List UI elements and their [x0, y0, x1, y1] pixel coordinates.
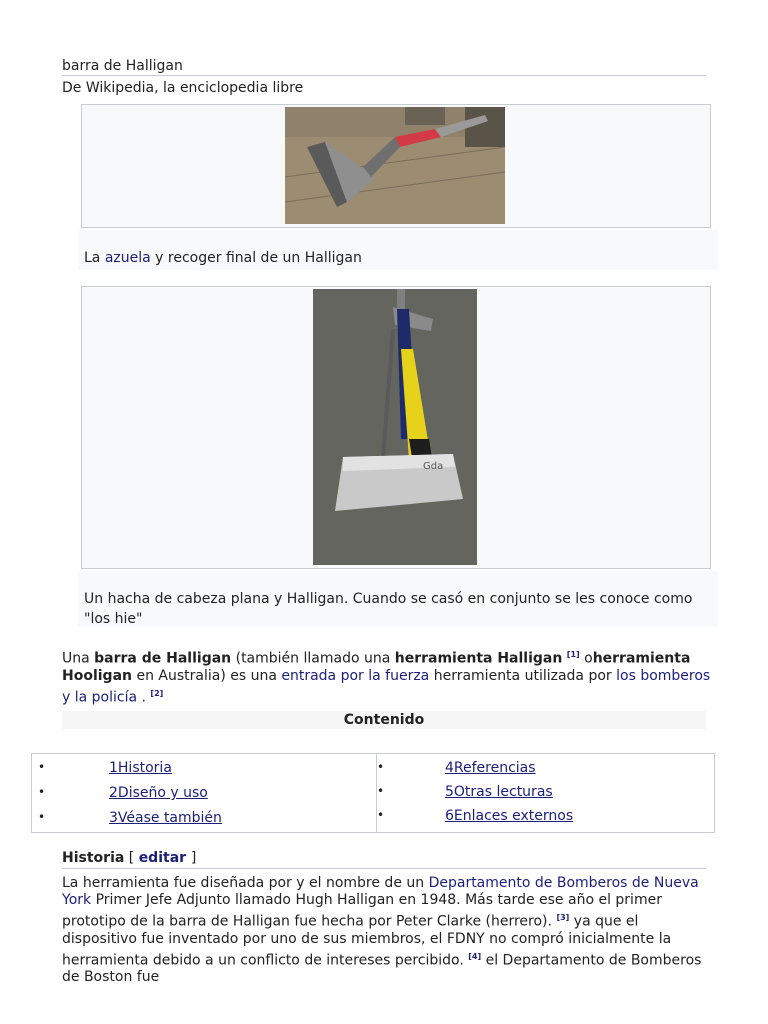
caption-text: y recoger final de un Halligan	[150, 250, 362, 266]
toc-title: Contenido	[62, 711, 706, 729]
bullet-icon: •	[377, 784, 385, 798]
page-subtitle: De Wikipedia, la enciclopedia libre	[62, 80, 304, 96]
intro-text: (también llamado una	[231, 650, 395, 667]
historia-text: el Departamento de Bomberos de Boston fue	[62, 952, 702, 986]
toc-link-referencias[interactable]: 4Referencias	[445, 760, 536, 776]
reference-link-4[interactable]: [4]	[468, 951, 482, 961]
bullet-icon: •	[377, 808, 385, 822]
firefighters-police-link[interactable]: los bomberos y la policía	[62, 667, 711, 706]
term-halligan-tool: herramienta Halligan	[394, 650, 563, 667]
svg-text:Gda: Gda	[423, 461, 444, 472]
edit-bracket: [	[124, 850, 139, 866]
caption-text: Un hacha de cabeza plana y Halligan. Cuando se casó en conjunto se les conoce como "los hie"	[84, 591, 693, 627]
intro-text: .	[137, 689, 151, 706]
flathead-axe-halligan-photo[interactable]	[313, 289, 477, 565]
term-halligan-bar: barra de Halligan	[94, 650, 232, 667]
halligan-adze-photo[interactable]	[285, 107, 505, 224]
toc-link-diseno-y-uso[interactable]: 2Diseño y uso	[109, 785, 208, 801]
bullet-icon: •	[377, 760, 385, 774]
toc-link-historia[interactable]: 1Historia	[109, 760, 172, 776]
intro-text: en Australia) es una	[132, 667, 282, 684]
term-hooligan-tool: herramienta Hooligan	[62, 650, 691, 684]
toc-right-column	[376, 753, 715, 833]
section-heading-text: Historia	[62, 850, 125, 866]
intro-paragraph	[62, 646, 712, 706]
historia-text: La herramienta fue diseñada por y el nombre de un	[62, 875, 429, 891]
reference-link-2[interactable]: [2]	[150, 688, 164, 698]
historia-paragraph	[62, 875, 712, 986]
azuela-link[interactable]: azuela	[104, 250, 151, 266]
toc-link-enlaces-externos[interactable]: 6Enlaces externos	[445, 808, 574, 824]
toc-link-otras-lecturas[interactable]: 5Otras lecturas	[445, 784, 553, 800]
toc-link-vease-tambien[interactable]: 3Véase también	[109, 810, 222, 826]
section-heading-historia	[62, 850, 706, 869]
bullet-icon: •	[38, 760, 46, 774]
bullet-icon: •	[38, 785, 46, 799]
edit-bracket: ]	[190, 850, 197, 866]
edit-section-link[interactable]: editar	[138, 850, 191, 866]
caption-text: La	[84, 250, 105, 266]
intro-text: Una	[62, 650, 95, 667]
reference-link-1[interactable]: [1]	[566, 650, 580, 659]
intro-text: herramienta utilizada por	[429, 667, 617, 684]
forcible-entry-link[interactable]: entrada por la fuerza	[281, 667, 430, 684]
page-title: barra de Halligan	[62, 58, 706, 76]
toc-left-column	[31, 753, 378, 833]
historia-text: Primer Jefe Adjunto llamado Hugh Halligan en 1948. Más tarde ese año el primer prototipo de la barra de Halligan fue hecha por Peter Clarke (herrero).	[62, 892, 662, 930]
fdny-link[interactable]: Departamento de Bomberos de Nueva York	[62, 875, 699, 908]
historia-text: ya que el dispositivo fue inventado por uno de sus miembros, el FDNY no compró inicialmente la herramienta debido a un conflicto de intereses percibido.	[62, 913, 672, 969]
intro-text: o	[579, 650, 593, 667]
figure-caption-1	[78, 230, 718, 270]
bullet-icon: •	[38, 810, 46, 824]
reference-link-3[interactable]: [3]	[556, 913, 570, 922]
figure-caption-2	[78, 571, 718, 627]
